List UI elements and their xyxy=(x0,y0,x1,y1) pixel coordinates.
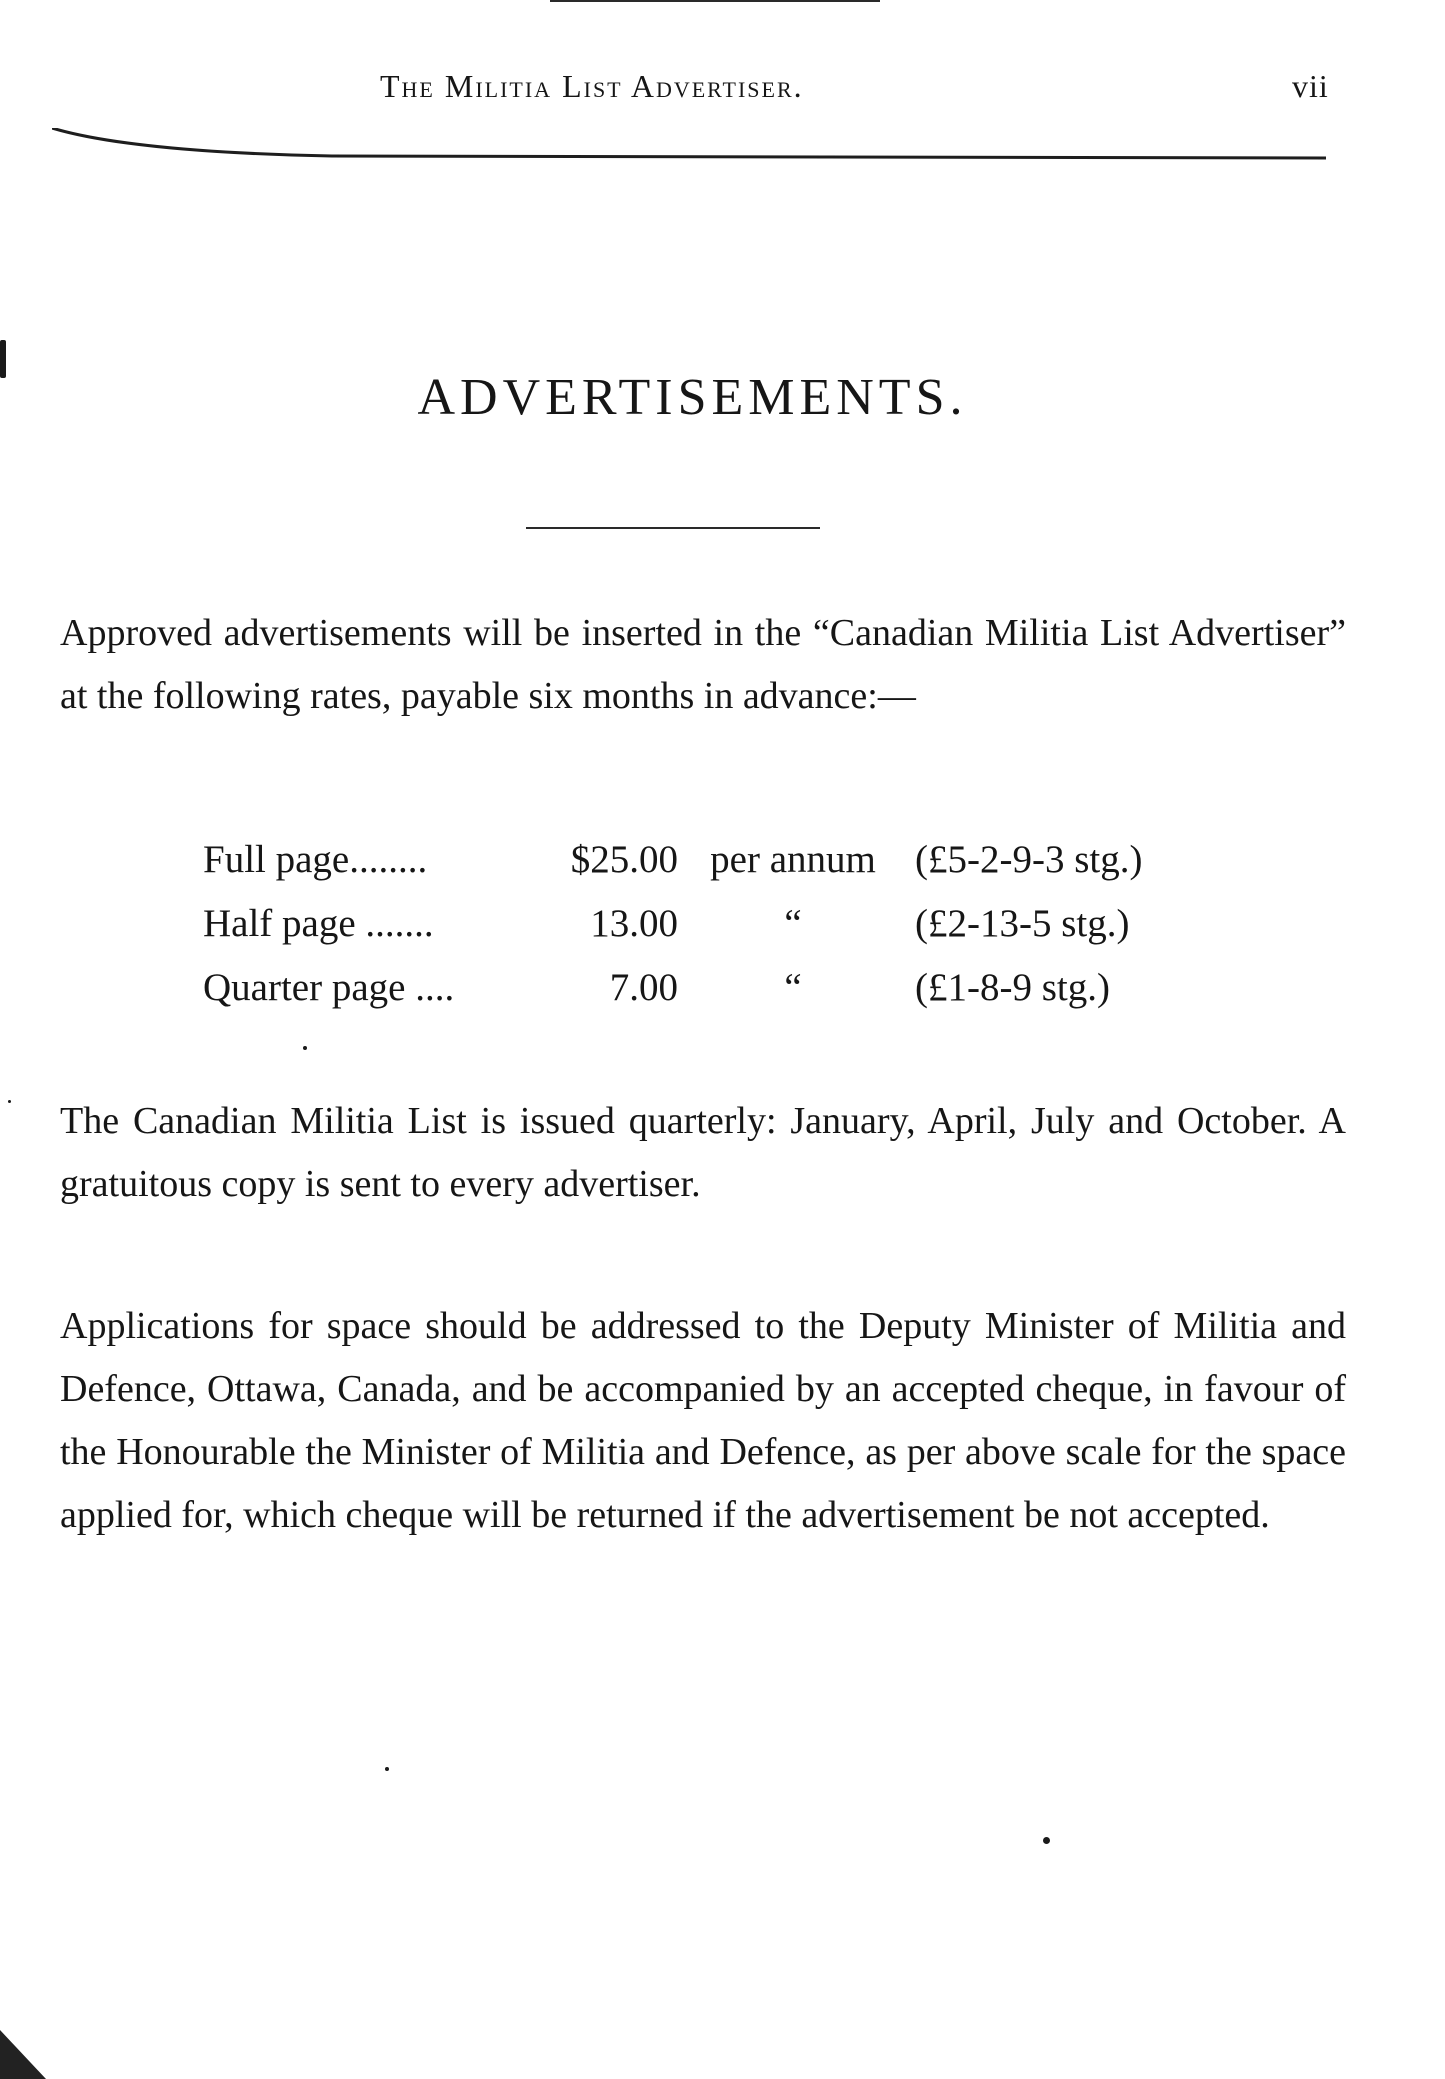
page-title: ADVERTISEMENTS. xyxy=(417,369,968,426)
rate-label: Half page ....... xyxy=(203,902,434,945)
running-header: The Militia List Advertiser. xyxy=(380,68,804,104)
corner-smudge xyxy=(0,2030,46,2079)
title-divider xyxy=(526,527,820,529)
issue-paragraph: The Canadian Militia List is issued quarterly: January, April, July and October. A gratuitous copy is sent to every advertiser. xyxy=(60,1100,1346,1205)
ink-speck xyxy=(303,1046,307,1050)
rate-sterling: (£2-13-5 stg.) xyxy=(915,902,1130,945)
application-paragraph: Applications for space should be addressed to the Deputy Minister of Militia and Defence, Ottawa, Canada, and be accompanied by an accepted cheque, in favour of the Honourable the Minister of Militia and Defence, as per above scale for the space applied for, which cheque will be returned if the advertisement be not accepted. xyxy=(60,1305,1346,1536)
rate-period: “ xyxy=(784,966,802,1009)
ink-speck xyxy=(1043,1837,1050,1844)
intro-paragraph: Approved advertisements will be inserted in the “Canadian Militia List Advertiser” at the following rates, payable six months in advance:— xyxy=(60,612,1346,717)
ink-speck xyxy=(385,1767,389,1771)
rate-amount: 7.00 xyxy=(609,966,678,1009)
rate-label: Full page........ xyxy=(203,838,428,881)
ink-speck xyxy=(8,1100,11,1103)
rate-sterling: (£1-8-9 stg.) xyxy=(915,966,1110,1009)
rate-amount: 13.00 xyxy=(590,902,678,945)
page-number: vii xyxy=(1292,68,1329,104)
top-edge-rule xyxy=(550,0,880,2)
rate-period: per annum xyxy=(710,838,876,881)
rate-period: “ xyxy=(784,902,802,945)
header-rule xyxy=(52,128,1326,162)
rate-label: Quarter page .... xyxy=(203,966,455,1009)
rate-amount: $25.00 xyxy=(570,838,678,881)
rate-sterling: (£5-2-9-3 stg.) xyxy=(915,838,1143,881)
